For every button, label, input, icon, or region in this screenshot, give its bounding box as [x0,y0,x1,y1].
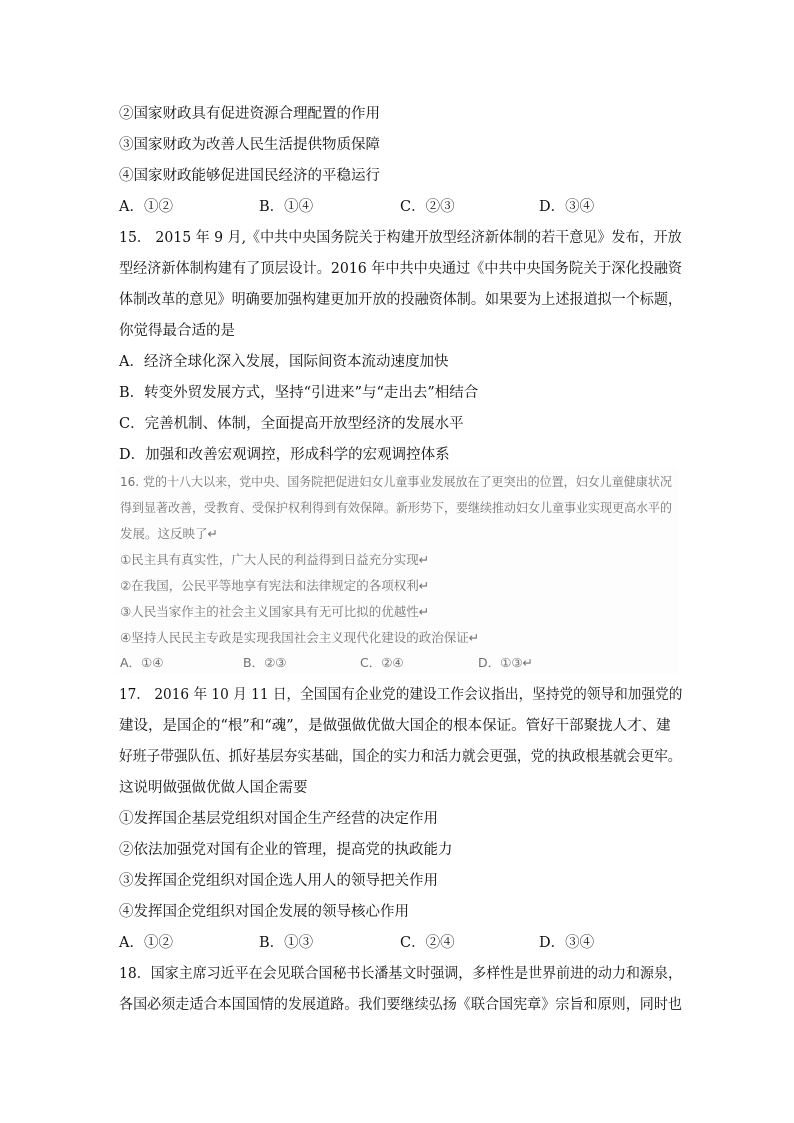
q14-option-a: A．①② [119,199,173,215]
q17-choice-2: ②依法加强党对国有企业的管理，提高党的执政能力 [119,842,453,858]
q16-choice-4: ④坚持人民民主专政是实现我国社会主义现代化建设的政治保证↵ [120,630,480,645]
q16-choice-2: ②在我国，公民平等地享有宪法和法律规定的各项权利↵ [120,578,430,593]
q15-stem-line-2: 型经济新体制构建有了顶层设计。2016 年中共中央通过《中共中央国务院关于深化投融资 [119,261,682,277]
q16-stem-line-1: 16. 党的十八大以来，党中央、国务院把促进妇女儿童事业发展放在了更突出的位置，妇女儿童健康状况 [120,474,672,489]
q14-option-c: C．②③ [400,199,455,215]
q16-option-d: D．①③↵ [478,655,534,670]
q16-choice-3: ③人民当家作主的社会主义国家具有无可比拟的优越性↵ [120,604,430,619]
q17-stem-line-4: 这说明做强做优做人国企需要 [119,780,308,796]
q15-answer-b: B．转变外贸发展方式，坚持“引进来”与“走出去”相结合 [119,385,479,401]
q16-stem-line-2: 得到显著改善，受教育、受保护权利得到有效保障。新形势下，要继续推动妇女儿童事业实现更高水平的 [120,500,673,515]
q17-option-d: D．③④ [539,935,595,951]
q16-option-a: A．①④ [120,655,164,670]
q17-choice-4: ④发挥国企党组织对国企发展的领导核心作用 [119,904,409,920]
q17-stem-line-3: 好班子带强队伍、抓好基层夯实基础，国企的实力和活力就会更强，党的执政根基就会更牢。 [119,749,682,765]
q16-option-b: B．②③ [243,655,287,670]
q16-stem-line-3: 发展。这反映了↵ [120,526,218,541]
q14-option-b: B．①④ [259,199,314,215]
q17-choice-3: ③发挥国企党组织对国企选人用人的领导把关作用 [119,873,438,889]
q14-option-d: D．③④ [539,199,595,215]
q15-stem-line-1: 15． 2015 年 9 月,《中共中央国务院关于构建开放型经济新体制的若干意见》发布，开放 [119,230,682,246]
q17-option-b: B．①③ [259,935,314,951]
q17-choice-1: ①发挥国企基层党组织对国企生产经营的决定作用 [119,811,438,827]
q14-choice-4: ④国家财政能够促进国民经济的平稳运行 [119,168,380,184]
q14-choice-2: ②国家财政具有促进资源合理配置的作用 [119,106,380,122]
q17-option-a: A．①② [119,935,173,951]
q15-answer-a: A．经济全球化深入发展，国际间资本流动速度加快 [119,354,449,370]
q18-stem-line-2: 各国必须走适合本国国情的发展道路。我们要继续弘扬《联合国宪章》宗旨和原则，同时也 [119,997,683,1013]
q15-answer-d: D．加强和改善宏观调控，形成科学的宏观调控体系 [119,447,450,463]
q14-choice-3: ③国家财政为改善人民生活提供物质保障 [119,137,380,153]
q15-answer-c: C．完善机制、体制，全面提高开放型经济的发展水平 [119,416,464,432]
q17-stem-line-1: 17． 2016 年 10 月 11 日，全国国有企业党的建设工作会议指出，坚持党的领导和加强党的 [119,687,683,703]
q17-option-c: C．②④ [400,935,455,951]
q17-stem-line-2: 建设，是国企的“根”和“魂”，是做强做优做大国企的根本保证。管好干部聚拢人才、建 [119,718,671,734]
q15-stem-line-3: 体制改革的意见》明确要加强构建更加开放的投融资体制。如果要为上述报道拟一个标题， [119,292,683,308]
q18-stem-line-1: 18．国家主席习近平在会见联合国秘书长潘基文时强调，多样性是世界前进的动力和源泉， [119,966,682,982]
q16-scanned-image [116,468,678,674]
q16-choice-1: ①民主具有真实性，广大人民的利益得到日益充分实现↵ [120,552,430,567]
q15-stem-line-4: 你觉得最合适的是 [119,323,235,339]
q16-option-c: C．②④ [360,655,404,670]
